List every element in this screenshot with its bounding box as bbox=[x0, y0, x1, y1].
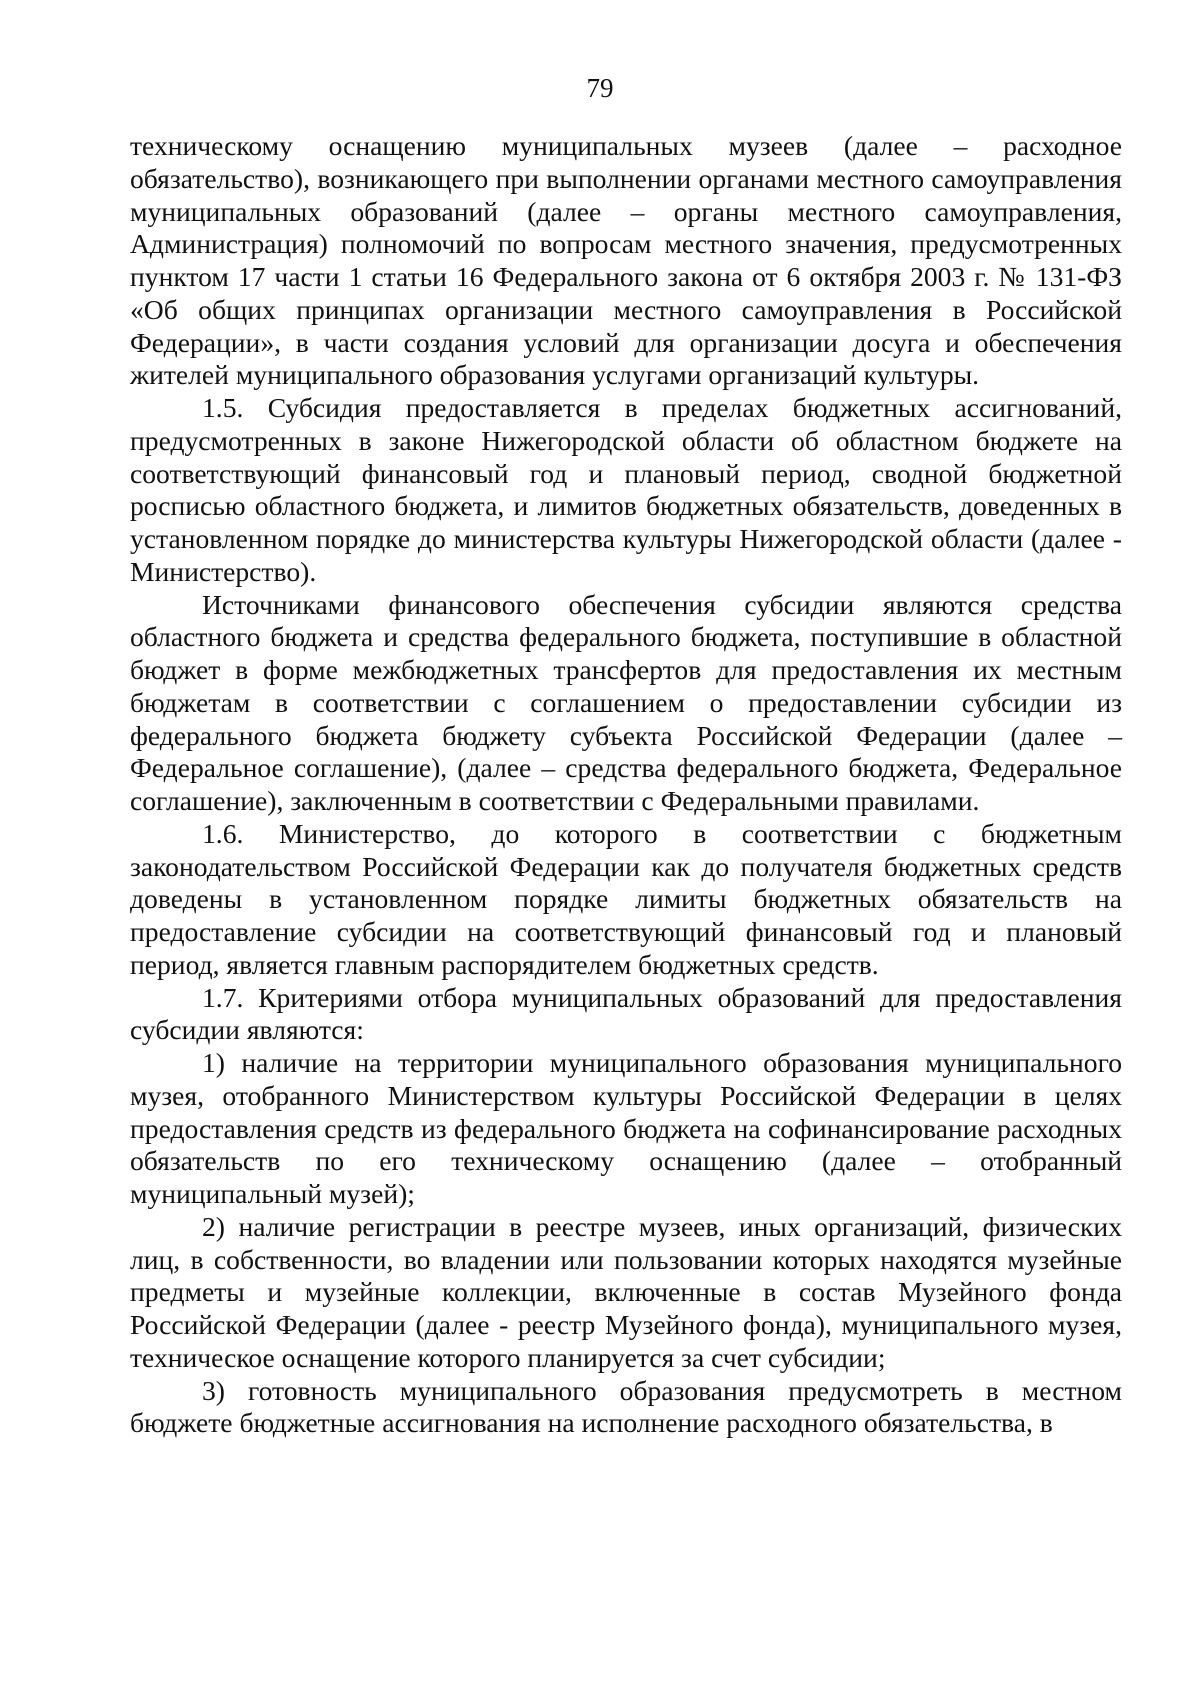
paragraph-funding-sources: Источниками финансового обеспечения субсидии являются средства областного бюджета и средства федерального бюджета, поступившие в областной бюджет в форме межбюджетных трансфертов для предоставления их местным бюджетам в соответствии с соглашением о предоставлении субсидии из федерального бюджета бюджету субъекта Российской Федерации (далее – Федеральное соглашение), (далее – средства федерального бюджета, Федеральное соглашение), заключенным в соответствии с Федеральными правилами. bbox=[130, 588, 1122, 816]
criterion-1-selected-museum: 1) наличие на территории муниципального образования муниципального музея, отобранного Министерством культуры Российской Федерации в целях предоставления средств из федерального бюджета на софинансирование расходных обязательств по его техническому оснащению (далее – отобранный муниципальный музей); bbox=[130, 1047, 1122, 1209]
criterion-3-local-budget-readiness: 3) готовность муниципального образования предусмотреть в местном бюджете бюджетные ассигнования на исполнение расходного обязательства, в bbox=[130, 1374, 1122, 1439]
paragraph-1-7-selection-criteria: 1.7. Критериями отбора муниципальных образований для предоставления субсидии являются: bbox=[130, 981, 1122, 1046]
paragraph-continuation-expenditure-obligation: техническому оснащению муниципальных музеев (далее – расходное обязательство), возникающего при выполнении органами местного самоуправления муниципальных образований (далее – органы местного самоуправления, Администрация) полномочий по вопросам местного значения, предусмотренных пунктом 17 части 1 статьи 16 Федерального закона от 6 октября 2003 г. № 131-ФЗ «Об общих принципах организации местного самоуправления в Российской Федерации», в части создания условий для организации досуга и обеспечения жителей муниципального образования услугами организаций культуры. bbox=[130, 130, 1122, 391]
document-body bbox=[130, 130, 1122, 1440]
paragraph-1-5-subsidy-limits: 1.5. Субсидия предоставляется в пределах бюджетных ассигнований, предусмотренных в законе Нижегородской области об областном бюджете на соответствующий финансовый год и плановый период, сводной бюджетной росписью областного бюджета, и лимитов бюджетных обязательств, доведенных в установленном порядке до министерства культуры Нижегородской области (далее - Министерство). bbox=[130, 392, 1122, 587]
page-number: 79 bbox=[586, 73, 614, 103]
criterion-2-museum-fund-registry: 2) наличие регистрации в реестре музеев, иных организаций, физических лиц, в собственности, во владении или пользовании которых находятся музейные предметы и музейные коллекции, включенные в состав Музейного фонда Российской Федерации (далее - реестр Музейного фонда), муниципального музея, техническое оснащение которого планируется за счет субсидии; bbox=[130, 1210, 1122, 1373]
paragraph-1-6-chief-administrator: 1.6. Министерство, до которого в соответствии с бюджетным законодательством Российской Федерации как до получателя бюджетных средств доведены в установленном порядке лимиты бюджетных обязательств на предоставление субсидии на соответствующий финансовый год и плановый период, является главным распорядителем бюджетных средств. bbox=[130, 817, 1122, 980]
